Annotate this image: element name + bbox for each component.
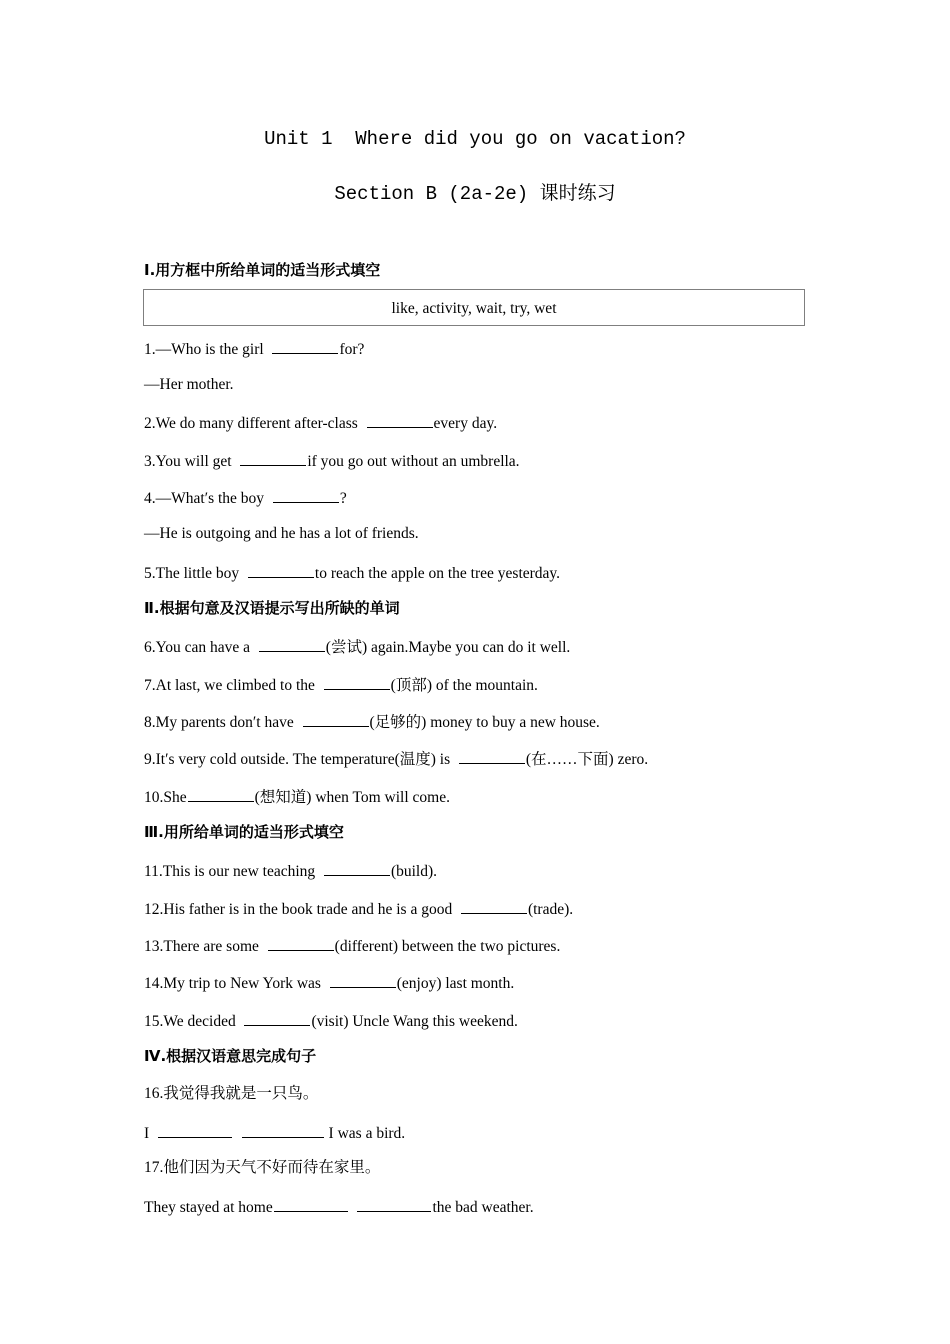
answer-blank[interactable]: [188, 786, 254, 802]
question-7: 7.At last, we climbed to the (顶部) of the mountain.: [144, 674, 538, 696]
word-bank-box: like, activity, wait, try, wet: [143, 289, 805, 326]
answer-blank[interactable]: [158, 1122, 232, 1138]
answer-blank[interactable]: [244, 1010, 310, 1026]
answer-blank[interactable]: [330, 972, 396, 988]
answer-blank[interactable]: [459, 748, 525, 764]
answer-blank[interactable]: [324, 674, 390, 690]
question-13: 13.There are some (different) between the two pictures.: [144, 935, 560, 957]
question-14: 14.My trip to New York was (enjoy) last month.: [144, 972, 514, 994]
question-12: 12.His father is in the book trade and he is a good (trade).: [144, 898, 573, 920]
question-8: 8.My parents don′t have (足够的) money to buy a new house.: [144, 711, 600, 733]
answer-blank[interactable]: [273, 487, 339, 503]
section-3-heading: Ⅲ.用所给单词的适当形式填空: [144, 823, 344, 841]
question-16: I I was a bird.: [144, 1122, 405, 1144]
question-4: 4.—What′s the boy ?: [144, 487, 347, 509]
answer-blank[interactable]: [272, 338, 338, 354]
answer-blank[interactable]: [274, 1196, 348, 1212]
answer-blank[interactable]: [357, 1196, 431, 1212]
question-10: 10.She (想知道) when Tom will come.: [144, 786, 450, 808]
question-3: 3.You will get if you go out without an umbrella.: [144, 450, 520, 472]
question-1: 1.—Who is the girl for?: [144, 338, 364, 360]
section-2-heading: Ⅱ.根据句意及汉语提示写出所缺的单词: [144, 599, 400, 617]
answer-blank[interactable]: [324, 860, 390, 876]
question-11: 11.This is our new teaching (build).: [144, 860, 437, 882]
answer-blank[interactable]: [303, 711, 369, 727]
question-17: They stayed at home the bad weather.: [144, 1196, 534, 1218]
answer-blank[interactable]: [248, 562, 314, 578]
question-9: 9.It′s very cold outside. The temperature(温度) is (在……下面) zero.: [144, 748, 648, 770]
question-1-answer: —Her mother.: [144, 376, 234, 393]
question-6: 6.You can have a (尝试) again.Maybe you can do it well.: [144, 636, 570, 658]
question-16-prompt: 16.我觉得我就是一只鸟。: [144, 1085, 319, 1102]
answer-blank[interactable]: [268, 935, 334, 951]
question-4-answer: —He is outgoing and he has a lot of friends.: [144, 525, 419, 542]
answer-blank[interactable]: [259, 636, 325, 652]
answer-blank[interactable]: [367, 412, 433, 428]
question-5: 5.The little boy to reach the apple on the tree yesterday.: [144, 562, 560, 584]
question-2: 2.We do many different after-class every day.: [144, 412, 497, 434]
section-4-heading: Ⅳ.根据汉语意思完成句子: [144, 1047, 317, 1065]
section-1-heading: Ⅰ.用方框中所给单词的适当形式填空: [144, 261, 381, 279]
question-17-prompt: 17.他们因为天气不好而待在家里。: [144, 1159, 381, 1176]
page-subtitle: Section B (2a-2e) 课时练习: [334, 183, 616, 205]
answer-blank[interactable]: [461, 898, 527, 914]
answer-blank[interactable]: [242, 1122, 324, 1138]
page-title: Unit 1 Where did you go on vacation?: [264, 128, 686, 150]
answer-blank[interactable]: [240, 450, 306, 466]
question-15: 15.We decided (visit) Uncle Wang this weekend.: [144, 1010, 518, 1032]
